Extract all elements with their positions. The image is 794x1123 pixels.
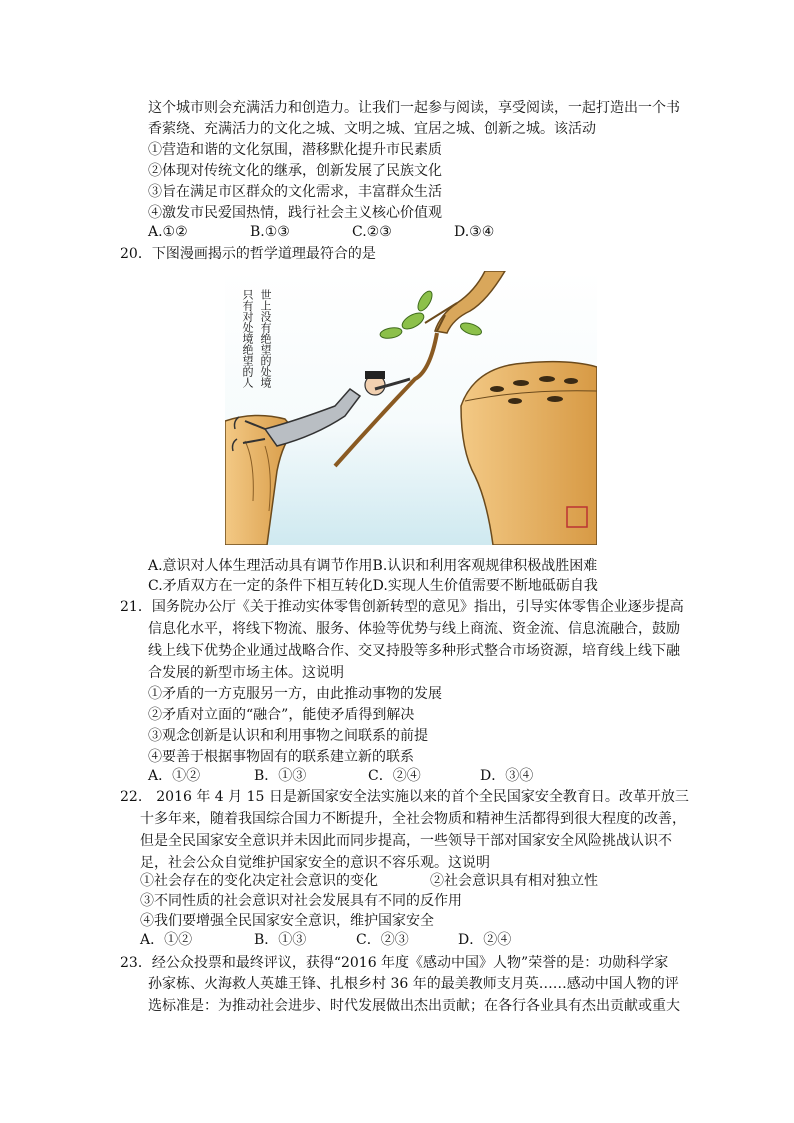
q19-choice-a: A.①②	[148, 224, 188, 240]
q19-line2: 香萦绕、充满活力的文化之城、文明之城、宜居之城、创新之城。该活动	[148, 121, 596, 137]
q20-stem: 20．下图漫画揭示的哲学道理最符合的是	[120, 246, 376, 262]
cartoon-caption-left: 只有对处境绝望的人	[241, 289, 253, 388]
q23-line2: 孙家栋、火海救人英雄王锋、扎根乡村 36 年的最美教师支月英……感动中国人物的评	[148, 976, 679, 992]
q19-option-1: ①营造和谐的文化氛围，潜移默化提升市民素质	[148, 142, 442, 158]
q19-option-4: ④激发市民爱国热情，践行社会主义核心价值观	[148, 205, 442, 221]
q22-choice-d: D．②④	[458, 932, 512, 948]
q22-choice-a: A．①②	[140, 932, 193, 948]
q21-option-3: ③观念创新是认识和利用事物之间联系的前提	[148, 728, 428, 744]
q22-line2: 十多年来，随着我国综合国力不断提升，全社会物质和精神生活都得到很大程度的改善，	[140, 811, 686, 827]
q21-option-2: ②矛盾对立面的“融合”，能使矛盾得到解决	[148, 707, 415, 723]
q22-line3: 但是全民国家安全意识并未因此而同步提高，一些领导干部对国家安全风险挑战认识不	[140, 833, 672, 849]
q21-choice-b: B．①③	[254, 768, 307, 784]
philosophy-cartoon	[225, 271, 597, 545]
q23-line1: 23．经公众投票和最终评议，获得“2016 年度《感动中国》人物”荣誉的是：功勋科学家	[120, 955, 669, 971]
q19-choice-c: C.②③	[352, 224, 392, 240]
q21-option-1: ①矛盾的一方克服另一方，由此推动事物的发展	[148, 686, 442, 702]
q21-option-4: ④要善于根据事物固有的联系建立新的联系	[148, 749, 414, 765]
q22-option-4: ④我们要增强全民国家安全意识，维护国家安全	[140, 913, 434, 929]
q21-choice-a: A．①②	[148, 768, 201, 784]
q22-option-3: ③不同性质的社会意识对社会发展具有不同的反作用	[140, 893, 462, 909]
q21-line2: 信息化水平，将线下物流、服务、体验等优势与线上商流、资金流、信息流融合，鼓励	[148, 621, 680, 637]
q19-line1: 这个城市则会充满活力和创造力。让我们一起参与阅读，享受阅读，一起打造出一个书	[148, 100, 680, 116]
q20-options-ab: A.意识对人体生理活动具有调节作用B.认识和利用客观规律积极战胜困难	[148, 558, 598, 574]
q20-options-cd: C.矛盾双方在一定的条件下相互转化D.实现人生价值需要不断地砥砺自我	[148, 578, 598, 594]
q21-line3: 线上线下优势企业通过战略合作、交叉持股等多种形式整合市场资源，培育线上线下融	[148, 643, 680, 659]
cartoon-caption-right: 世上没有绝望的处境	[259, 289, 271, 388]
q22-choice-b: B．①③	[254, 932, 307, 948]
q21-choice-c: C．②④	[368, 768, 421, 784]
q22-line1: 22. 2016 年 4 月 15 日是新国家安全法实施以来的首个全民国家安全教育日。改革开放三	[120, 789, 689, 805]
q21-choice-d: D．③④	[480, 768, 534, 784]
q19-option-3: ③旨在满足市区群众的文化需求，丰富群众生活	[148, 184, 442, 200]
q21-line1: 21．国务院办公厅《关于推动实体零售创新转型的意见》指出，引导实体零售企业逐步提高	[120, 599, 684, 615]
q22-option-1: ①社会存在的变化决定社会意识的变化	[140, 873, 378, 889]
q21-line4: 合发展的新型市场主体。这说明	[148, 665, 344, 681]
q23-line3: 选标准是：为推动社会进步、时代发展做出杰出贡献；在各行各业具有杰出贡献或重大	[148, 998, 680, 1014]
q19-choice-d: D.③④	[454, 224, 495, 240]
q22-option-2: ②社会意识具有相对独立性	[430, 873, 598, 889]
q19-option-2: ②体现对传统文化的继承，创新发展了民族文化	[148, 163, 442, 179]
q19-choice-b: B.①③	[250, 224, 290, 240]
q22-line4: 足，社会公众自觉维护国家安全的意识不容乐观。这说明	[140, 855, 490, 871]
q22-choice-c: C．②③	[356, 932, 409, 948]
